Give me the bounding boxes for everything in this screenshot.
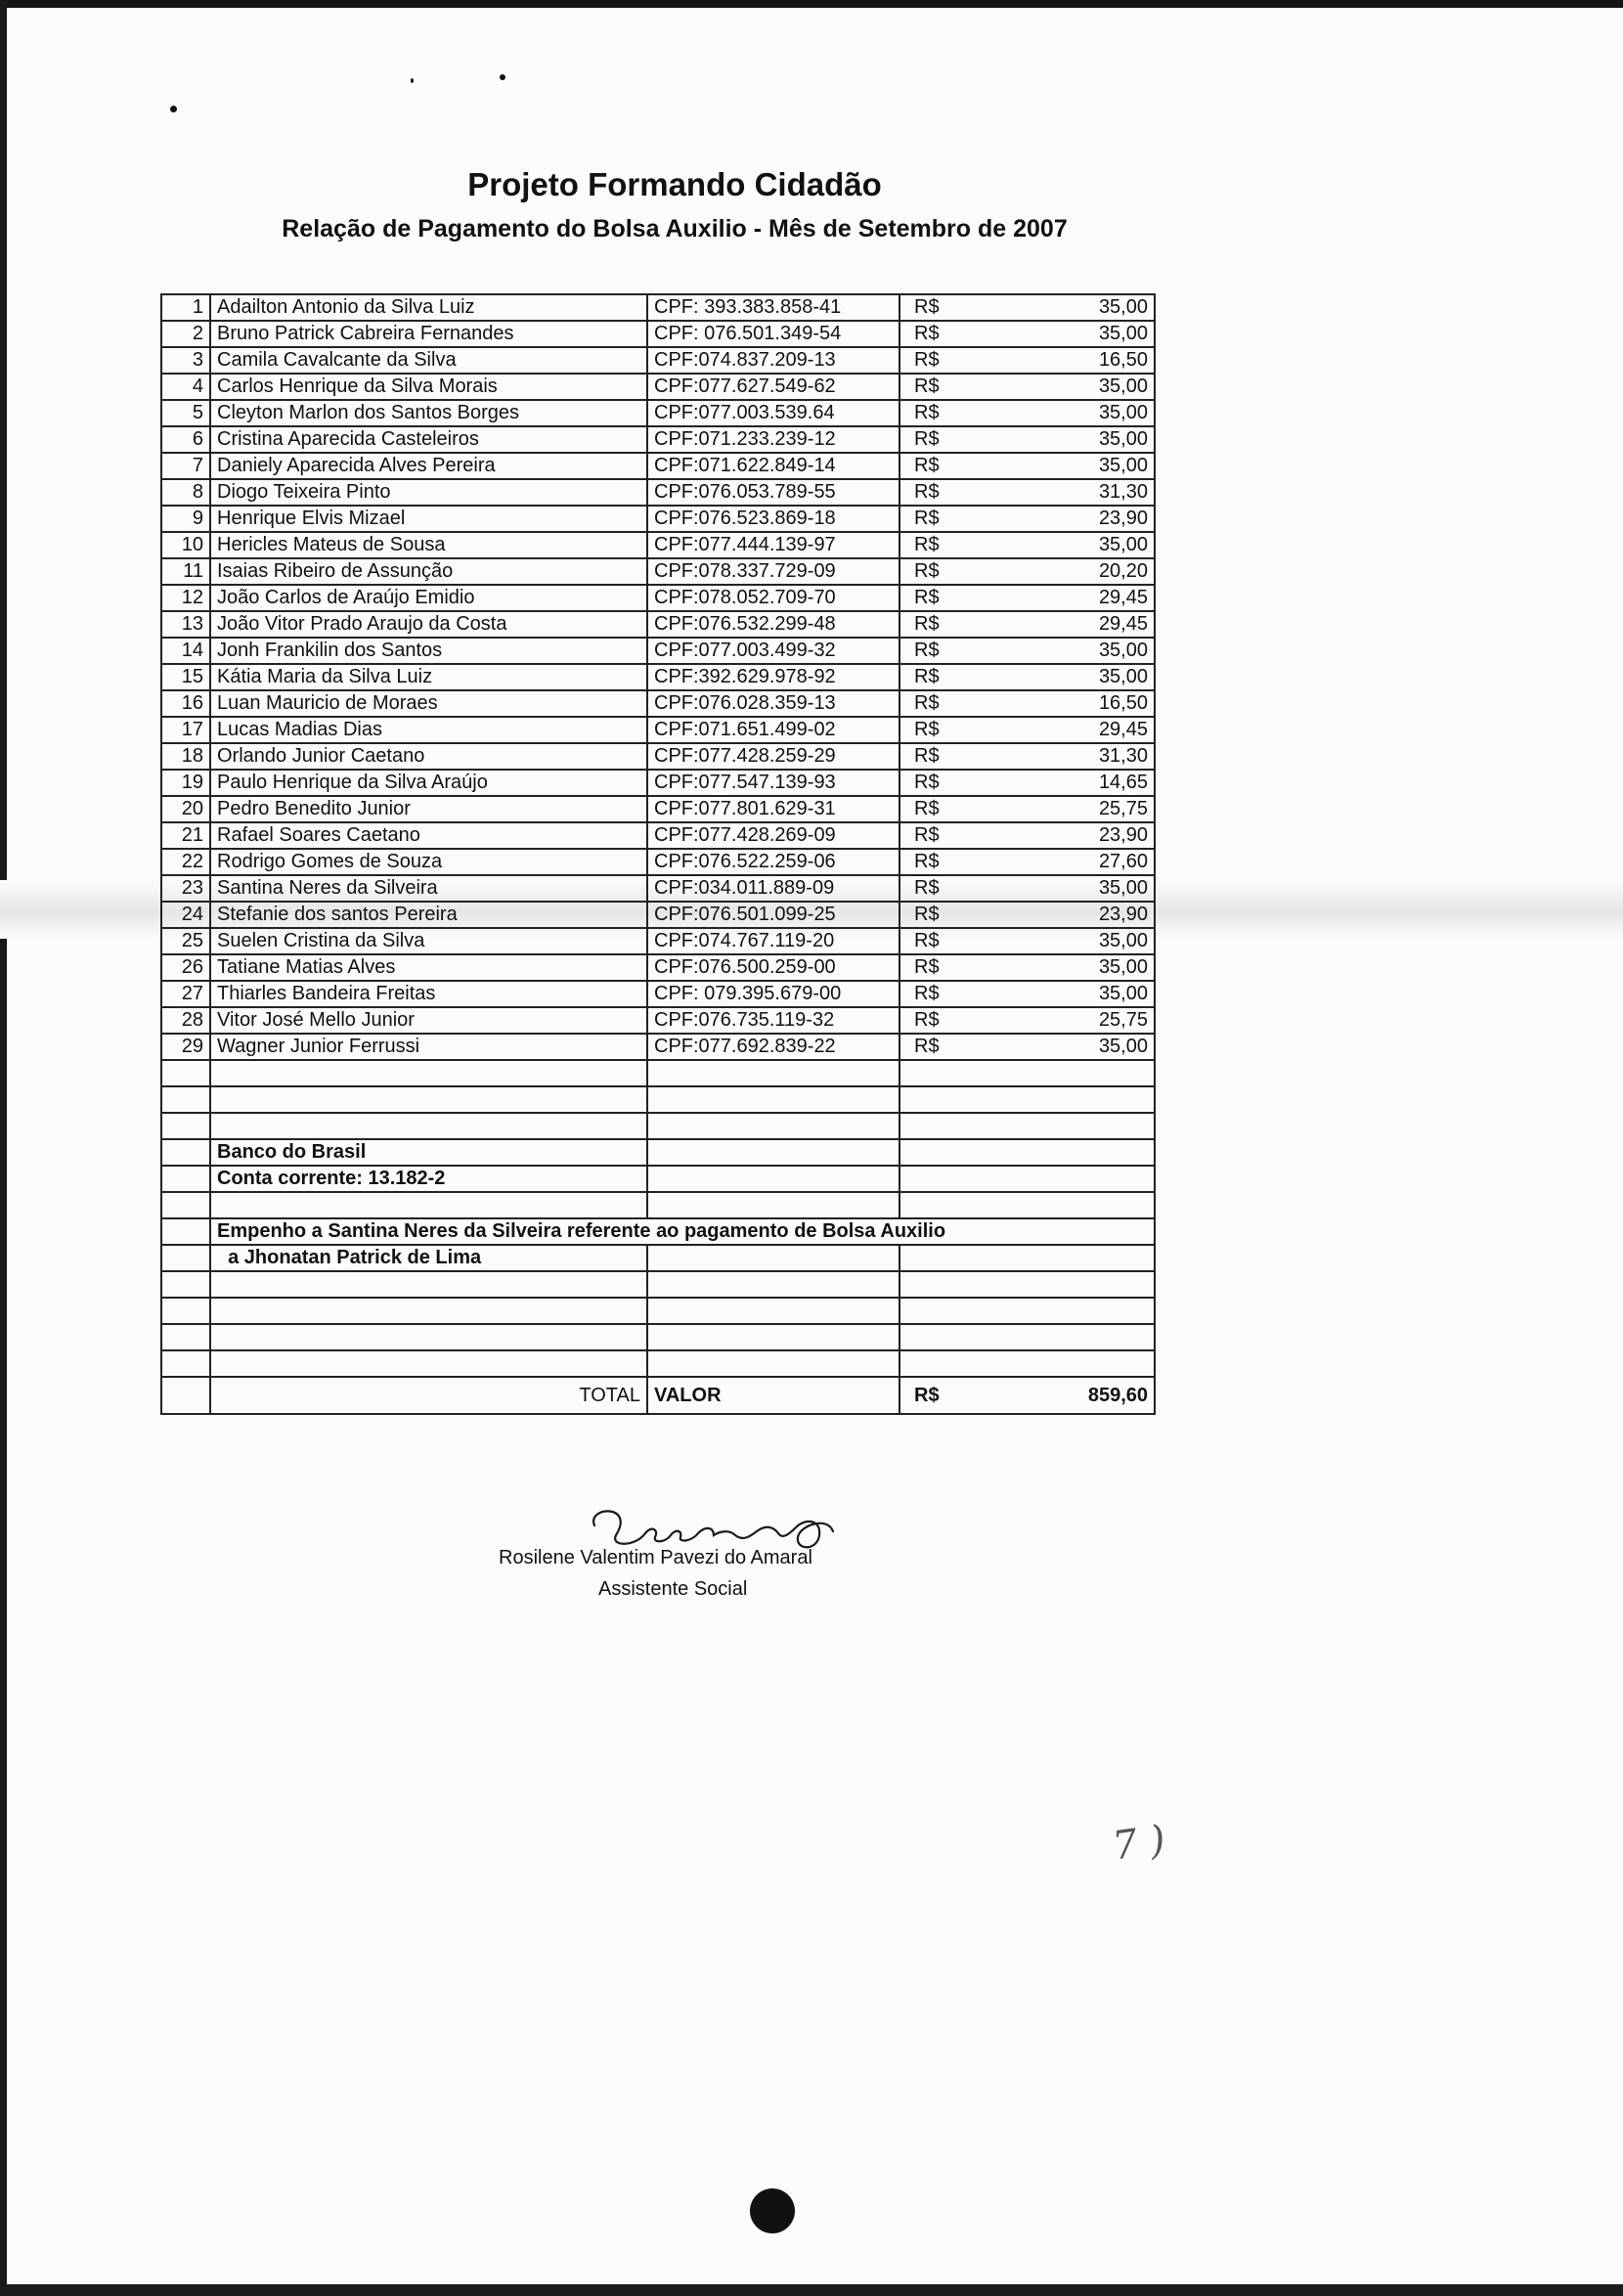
beneficiary-cpf: CPF:077.428.269-09 (647, 822, 899, 849)
row-number: 17 (161, 717, 210, 743)
payment-row (161, 638, 1155, 664)
row-number: 7 (161, 453, 210, 479)
beneficiary-name: Diogo Teixeira Pinto (210, 479, 647, 506)
payment-value: 35,00 (1098, 455, 1148, 476)
payment-value: 35,00 (1098, 956, 1148, 978)
payment-row (161, 426, 1155, 453)
payment-currency: R$ (914, 930, 940, 951)
beneficiary-cpf: CPF:074.767.119-20 (647, 928, 899, 954)
beneficiary-cpf: CPF: 076.501.349-54 (647, 321, 899, 347)
payment-currency: R$ (914, 1009, 940, 1031)
payment-row (161, 849, 1155, 875)
bank-account-row (161, 1166, 1155, 1192)
beneficiary-cpf: CPF:077.547.139-93 (647, 770, 899, 796)
payment-row (161, 400, 1155, 426)
payment-currency: R$ (914, 455, 940, 476)
beneficiary-cpf: CPF:077.692.839-22 (647, 1034, 899, 1060)
payment-row (161, 1007, 1155, 1034)
payment-amount-cell (899, 875, 1155, 902)
beneficiary-cpf: CPF:077.003.539.64 (647, 400, 899, 426)
row-number: 3 (161, 347, 210, 374)
beneficiary-cpf: CPF:077.444.139-97 (647, 532, 899, 558)
payment-amount-cell (899, 321, 1155, 347)
payment-amount-cell (899, 717, 1155, 743)
beneficiary-name: Rafael Soares Caetano (210, 822, 647, 849)
payment-table-body (161, 294, 1155, 1414)
payment-currency: R$ (914, 613, 940, 635)
beneficiary-cpf: CPF:071.622.849-14 (647, 453, 899, 479)
beneficiary-name: Paulo Henrique da Silva Araújo (210, 770, 647, 796)
beneficiary-cpf: CPF:076.500.259-00 (647, 954, 899, 981)
row-number: 11 (161, 558, 210, 585)
note-row (161, 1245, 1155, 1271)
payment-row (161, 822, 1155, 849)
payment-value: 16,50 (1098, 349, 1148, 371)
payment-amount-cell (899, 585, 1155, 611)
total-currency: R$ (914, 1384, 940, 1406)
row-number: 2 (161, 321, 210, 347)
beneficiary-name: Thiarles Bandeira Freitas (210, 981, 647, 1007)
beneficiary-cpf: CPF: 393.383.858-41 (647, 294, 899, 321)
payment-amount-cell (899, 1007, 1155, 1034)
row-number: 22 (161, 849, 210, 875)
payment-currency: R$ (914, 719, 940, 740)
payment-currency: R$ (914, 508, 940, 529)
payment-row (161, 664, 1155, 690)
beneficiary-name: Stefanie dos santos Pereira (210, 902, 647, 928)
payment-currency: R$ (914, 1036, 940, 1057)
signatory-role: Assistente Social (598, 1578, 748, 1600)
payment-currency: R$ (914, 824, 940, 846)
beneficiary-cpf: CPF:077.003.499-32 (647, 638, 899, 664)
payment-value: 23,90 (1098, 508, 1148, 529)
payment-row (161, 928, 1155, 954)
payment-row (161, 902, 1155, 928)
payment-value: 35,00 (1098, 983, 1148, 1004)
payment-value: 23,90 (1098, 904, 1148, 925)
payment-value: 35,00 (1098, 877, 1148, 899)
beneficiary-name: Bruno Patrick Cabreira Fernandes (210, 321, 647, 347)
payment-row (161, 321, 1155, 347)
total-amount: 859,60 (1087, 1384, 1148, 1406)
beneficiary-name: Pedro Benedito Junior (210, 796, 647, 822)
blank-row (161, 1350, 1155, 1377)
beneficiary-cpf: CPF:076.735.119-32 (647, 1007, 899, 1034)
payment-row (161, 374, 1155, 400)
beneficiary-cpf: CPF:034.011.889-09 (647, 875, 899, 902)
payment-row (161, 506, 1155, 532)
payment-row (161, 717, 1155, 743)
payment-amount-cell (899, 453, 1155, 479)
payment-amount-cell (899, 664, 1155, 690)
beneficiary-name: Cleyton Marlon dos Santos Borges (210, 400, 647, 426)
payment-row (161, 1034, 1155, 1060)
blank-row (161, 1113, 1155, 1139)
payment-amount-cell (899, 347, 1155, 374)
blank-row (161, 1086, 1155, 1113)
payment-row (161, 453, 1155, 479)
payment-amount-cell (899, 954, 1155, 981)
payment-currency: R$ (914, 983, 940, 1004)
scan-border-left (0, 0, 7, 2296)
payment-row (161, 743, 1155, 770)
scan-border-bottom (0, 2284, 1623, 2296)
payment-value: 31,30 (1098, 481, 1148, 503)
scan-speck (170, 106, 177, 112)
payment-amount-cell (899, 374, 1155, 400)
punch-hole-mark (750, 2188, 795, 2233)
row-number: 12 (161, 585, 210, 611)
payment-currency: R$ (914, 560, 940, 582)
row-number: 9 (161, 506, 210, 532)
beneficiary-name: João Vitor Prado Araujo da Costa (210, 611, 647, 638)
payment-row (161, 347, 1155, 374)
row-number: 29 (161, 1034, 210, 1060)
row-number: 23 (161, 875, 210, 902)
beneficiary-cpf: CPF:076.532.299-48 (647, 611, 899, 638)
payment-value: 23,90 (1098, 824, 1148, 846)
payment-row (161, 294, 1155, 321)
payment-row (161, 770, 1155, 796)
payment-row (161, 611, 1155, 638)
payment-amount-cell (899, 796, 1155, 822)
scan-speck (500, 74, 505, 80)
payment-row (161, 532, 1155, 558)
payment-value: 35,00 (1098, 296, 1148, 318)
payment-row (161, 690, 1155, 717)
beneficiary-cpf: CPF:071.233.239-12 (647, 426, 899, 453)
row-number: 4 (161, 374, 210, 400)
payment-value: 35,00 (1098, 375, 1148, 397)
payment-currency: R$ (914, 349, 940, 371)
page-subtitle: Relação de Pagamento do Bolsa Auxilio - Mês de Setembro de 2007 (282, 215, 1068, 243)
payment-value: 29,45 (1098, 613, 1148, 635)
beneficiary-cpf: CPF:076.523.869-18 (647, 506, 899, 532)
beneficiary-name: Luan Mauricio de Moraes (210, 690, 647, 717)
beneficiary-cpf: CPF:078.052.709-70 (647, 585, 899, 611)
payment-currency: R$ (914, 534, 940, 555)
payment-amount-cell (899, 743, 1155, 770)
row-number: 20 (161, 796, 210, 822)
payment-table (160, 293, 1156, 1415)
beneficiary-cpf: CPF:077.428.259-29 (647, 743, 899, 770)
payment-amount-cell (899, 981, 1155, 1007)
payment-currency: R$ (914, 640, 940, 661)
note-row (161, 1218, 1155, 1245)
payment-value: 29,45 (1098, 719, 1148, 740)
payment-value: 35,00 (1098, 930, 1148, 951)
payment-currency: R$ (914, 745, 940, 767)
payment-currency: R$ (914, 904, 940, 925)
payment-value: 35,00 (1098, 323, 1148, 344)
payment-amount-cell (899, 558, 1155, 585)
payment-value: 25,75 (1098, 798, 1148, 819)
beneficiary-name: Rodrigo Gomes de Souza (210, 849, 647, 875)
beneficiary-name: Adailton Antonio da Silva Luiz (210, 294, 647, 321)
payment-amount-cell (899, 822, 1155, 849)
note-line-2: a Jhonatan Patrick de Lima (210, 1245, 647, 1271)
beneficiary-name: Orlando Junior Caetano (210, 743, 647, 770)
bank-account: Conta corrente: 13.182-2 (210, 1166, 647, 1192)
beneficiary-name: Lucas Madias Dias (210, 717, 647, 743)
payment-amount-cell (899, 294, 1155, 321)
payment-currency: R$ (914, 428, 940, 450)
payment-currency: R$ (914, 692, 940, 714)
beneficiary-cpf: CPF: 079.395.679-00 (647, 981, 899, 1007)
row-number: 19 (161, 770, 210, 796)
payment-amount-cell (899, 1034, 1155, 1060)
payment-currency: R$ (914, 851, 940, 872)
beneficiary-name: Suelen Cristina da Silva (210, 928, 647, 954)
payment-row (161, 558, 1155, 585)
beneficiary-name: Daniely Aparecida Alves Pereira (210, 453, 647, 479)
scan-border-top (0, 0, 1623, 8)
payment-row (161, 796, 1155, 822)
beneficiary-name: Kátia Maria da Silva Luiz (210, 664, 647, 690)
beneficiary-cpf: CPF:076.053.789-55 (647, 479, 899, 506)
payment-value: 35,00 (1098, 666, 1148, 687)
payment-amount-cell (899, 690, 1155, 717)
payment-value: 25,75 (1098, 1009, 1148, 1031)
beneficiary-cpf: CPF:071.651.499-02 (647, 717, 899, 743)
bank-name: Banco do Brasil (210, 1139, 647, 1166)
row-number: 5 (161, 400, 210, 426)
row-number: 27 (161, 981, 210, 1007)
payment-amount-cell (899, 638, 1155, 664)
payment-value: 31,30 (1098, 745, 1148, 767)
row-number: 18 (161, 743, 210, 770)
payment-amount-cell (899, 770, 1155, 796)
beneficiary-name: Vitor José Mello Junior (210, 1007, 647, 1034)
beneficiary-name: Wagner Junior Ferrussi (210, 1034, 647, 1060)
payment-value: 29,45 (1098, 587, 1148, 608)
beneficiary-name: Hericles Mateus de Sousa (210, 532, 647, 558)
total-row (161, 1377, 1155, 1414)
beneficiary-cpf: CPF:074.837.209-13 (647, 347, 899, 374)
beneficiary-cpf: CPF:078.337.729-09 (647, 558, 899, 585)
blank-row (161, 1324, 1155, 1350)
payment-value: 35,00 (1098, 1036, 1148, 1057)
beneficiary-cpf: CPF:076.028.359-13 (647, 690, 899, 717)
payment-value: 35,00 (1098, 428, 1148, 450)
payment-currency: R$ (914, 956, 940, 978)
row-number: 8 (161, 479, 210, 506)
payment-value: 35,00 (1098, 402, 1148, 423)
payment-amount-cell (899, 611, 1155, 638)
row-number: 14 (161, 638, 210, 664)
scan-speck (411, 78, 414, 83)
beneficiary-cpf: CPF:077.627.549-62 (647, 374, 899, 400)
total-amount-cell (899, 1377, 1155, 1414)
payment-currency: R$ (914, 323, 940, 344)
beneficiary-name: Isaias Ribeiro de Assunção (210, 558, 647, 585)
payment-currency: R$ (914, 587, 940, 608)
beneficiary-cpf: CPF:076.501.099-25 (647, 902, 899, 928)
row-number: 13 (161, 611, 210, 638)
payment-row (161, 981, 1155, 1007)
payment-amount-cell (899, 426, 1155, 453)
payment-row (161, 585, 1155, 611)
row-number: 28 (161, 1007, 210, 1034)
payment-amount-cell (899, 849, 1155, 875)
blank-row (161, 1298, 1155, 1324)
row-number: 26 (161, 954, 210, 981)
payment-row (161, 479, 1155, 506)
row-number: 16 (161, 690, 210, 717)
payment-row (161, 875, 1155, 902)
note-line-1: Empenho a Santina Neres da Silveira referente ao pagamento de Bolsa Auxilio (210, 1218, 1155, 1245)
blank-row (161, 1192, 1155, 1218)
payment-value: 27,60 (1098, 851, 1148, 872)
payment-value: 16,50 (1098, 692, 1148, 714)
payment-value: 35,00 (1098, 534, 1148, 555)
payment-currency: R$ (914, 772, 940, 793)
handwritten-page-mark: 7 ) (1110, 1817, 1168, 1870)
beneficiary-name: Tatiane Matias Alves (210, 954, 647, 981)
row-number: 10 (161, 532, 210, 558)
payment-currency: R$ (914, 296, 940, 318)
payment-value: 14,65 (1098, 772, 1148, 793)
payment-row (161, 954, 1155, 981)
payment-currency: R$ (914, 666, 940, 687)
payment-amount-cell (899, 928, 1155, 954)
payment-currency: R$ (914, 481, 940, 503)
beneficiary-name: Cristina Aparecida Casteleiros (210, 426, 647, 453)
row-number: 1 (161, 294, 210, 321)
blank-row (161, 1271, 1155, 1298)
payment-value: 20,20 (1098, 560, 1148, 582)
beneficiary-cpf: CPF:076.522.259-06 (647, 849, 899, 875)
bank-name-row (161, 1139, 1155, 1166)
payment-amount-cell (899, 532, 1155, 558)
row-number: 24 (161, 902, 210, 928)
beneficiary-name: Jonh Frankilin dos Santos (210, 638, 647, 664)
row-number: 25 (161, 928, 210, 954)
beneficiary-cpf: CPF:077.801.629-31 (647, 796, 899, 822)
row-number: 6 (161, 426, 210, 453)
payment-amount-cell (899, 479, 1155, 506)
payment-currency: R$ (914, 375, 940, 397)
payment-value: 35,00 (1098, 640, 1148, 661)
blank-row (161, 1060, 1155, 1086)
payment-currency: R$ (914, 877, 940, 899)
beneficiary-name: Carlos Henrique da Silva Morais (210, 374, 647, 400)
total-label: TOTAL (210, 1377, 647, 1414)
beneficiary-name: João Carlos de Araújo Emidio (210, 585, 647, 611)
beneficiary-name: Camila Cavalcante da Silva (210, 347, 647, 374)
beneficiary-name: Henrique Elvis Mizael (210, 506, 647, 532)
total-value-label: VALOR (647, 1377, 899, 1414)
payment-amount-cell (899, 506, 1155, 532)
payment-currency: R$ (914, 798, 940, 819)
beneficiary-name: Santina Neres da Silveira (210, 875, 647, 902)
row-number: 21 (161, 822, 210, 849)
page-title: Projeto Formando Cidadão (467, 166, 882, 202)
payment-amount-cell (899, 902, 1155, 928)
row-number: 15 (161, 664, 210, 690)
payment-currency: R$ (914, 402, 940, 423)
beneficiary-cpf: CPF:392.629.978-92 (647, 664, 899, 690)
signatory-name: Rosilene Valentim Pavezi do Amaral (499, 1547, 812, 1568)
payment-amount-cell (899, 400, 1155, 426)
